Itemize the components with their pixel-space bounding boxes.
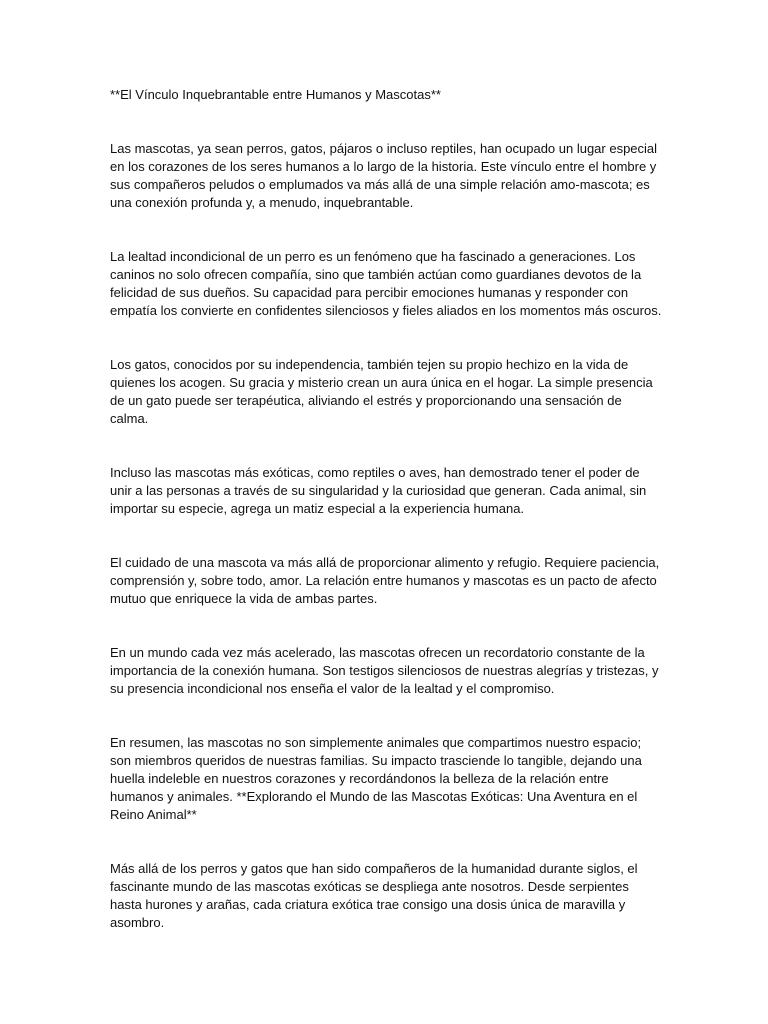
spacer: [110, 518, 662, 554]
paragraph-7: En resumen, las mascotas no son simplemente animales que compartimos nuestro espacio; son miembros queridos de nuestras familias. Su impacto trasciende lo tangible, dejando una huella indeleble en nuestros corazones y recordándonos la belleza de la relación entre humanos y animales. **Explorando el Mundo de las Mascotas Exóticas: Una Aventura en el Reino Animal**: [110, 735, 642, 822]
spacer: [110, 698, 662, 734]
spacer: [110, 320, 662, 356]
paragraph-8: Más allá de los perros y gatos que han sido compañeros de la humanidad durante siglos, el fascinante mundo de las mascotas exóticas se despliega ante nosotros. Desde serpientes hasta hurones y arañas, cada criatura exótica trae consigo una dosis única de maravilla y asombro.: [110, 861, 638, 930]
paragraph-1: Las mascotas, ya sean perros, gatos, pájaros o incluso reptiles, han ocupado un lugar especial en los corazones de los seres humanos a lo largo de la historia. Este vínculo entre el hombre y sus compañeros peludos o emplumados va más allá de una simple relación amo-mascota; es una conexión profunda y, a menudo, inquebrantable.: [110, 141, 658, 210]
paragraph-3: Los gatos, conocidos por su independencia, también tejen su propio hechizo en la vida de quienes los acogen. Su gracia y misterio crean un aura única en el hogar. La simple presencia de un gato puede ser terapéutica, aliviando el estrés y proporcionando una sensación de calma.: [110, 357, 653, 426]
spacer: [110, 104, 662, 140]
paragraph-4: Incluso las mascotas más exóticas, como reptiles o aves, han demostrado tener el poder de unir a las personas a través de su singularidad y la curiosidad que generan. Cada animal, sin importar su especie, agrega un matiz especial a la experiencia humana.: [110, 465, 647, 516]
spacer: [110, 824, 662, 860]
document-page: [110, 86, 662, 932]
spacer: [110, 212, 662, 248]
spacer: [110, 608, 662, 644]
spacer: [110, 428, 662, 464]
paragraph-6: En un mundo cada vez más acelerado, las mascotas ofrecen un recordatorio constante de la importancia de la conexión humana. Son testigos silenciosos de nuestras alegrías y tristezas, y su presencia incondicional nos enseña el valor de la lealtad y el compromiso.: [110, 645, 659, 696]
document-title: **El Vínculo Inquebrantable entre Humanos y Mascotas**: [110, 87, 441, 102]
paragraph-2: La lealtad incondicional de un perro es un fenómeno que ha fascinado a generaciones. Los caninos no solo ofrecen compañía, sino que también actúan como guardianes devotos de la felicidad de sus dueños. Su capacidad para percibir emociones humanas y responder con empatía los convierte en confidentes silenciosos y fieles aliados en los momentos más oscuros.: [110, 249, 662, 318]
paragraph-5: El cuidado de una mascota va más allá de proporcionar alimento y refugio. Requiere paciencia, comprensión y, sobre todo, amor. La relación entre humanos y mascotas es un pacto de afecto mutuo que enriquece la vida de ambas partes.: [110, 555, 660, 606]
